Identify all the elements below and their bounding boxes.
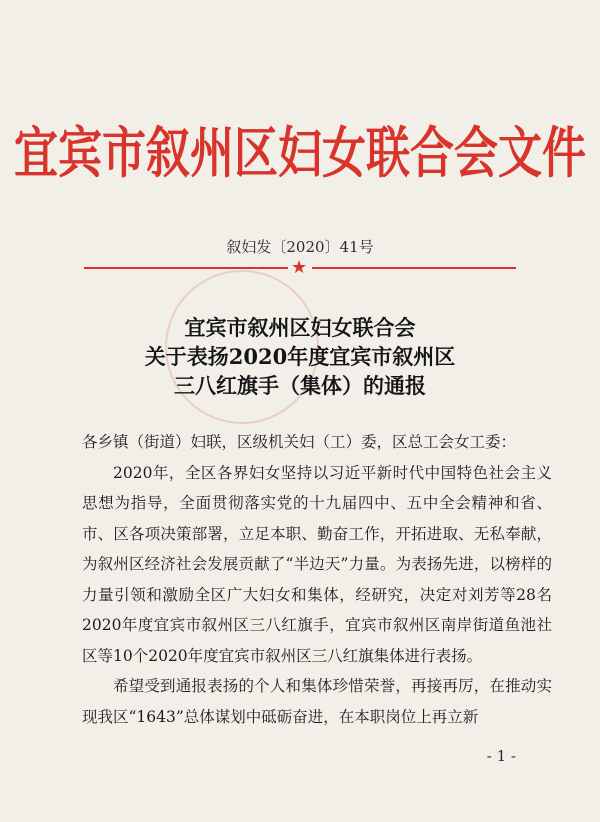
paragraph-1: 2020年，全区各界妇女坚持以习近平新时代中国特色社会主义思想为指导，全面贯彻落实党的十九届四中、五中全会精神和省、市、区各项决策部署，立足本职、勤奋工作，开拓进取、无私奉献，为叙州区经济社会发展贡献了“半边天”力量。为表扬先进，以榜样的力量引领和激励全区广大妇女和集体，经研究，决定对刘芳等28名2020年度宜宾市叙州区三八红旗手，宜宾市叙州区南岸街道鱼池社区等10个2020年度宜宾市叙州区三八红旗集体进行表扬。 — [82, 463, 552, 665]
divider-line-right — [312, 267, 516, 269]
document-header-title: 宜宾市叙州区妇女联合会文件 — [14, 121, 586, 186]
salutation: 各乡镇（街道）妇联，区级机关妇（工）委，区总工会女工委： — [82, 433, 517, 451]
notice-title-line-3: 三八红旗手（集体）的通报 — [174, 373, 426, 398]
document-number: 叙妇发〔2020〕41号 — [226, 238, 374, 256]
notice-title-line-1: 宜宾市叙州区妇女联合会 — [184, 315, 416, 340]
header-divider — [84, 257, 516, 278]
notice-body — [82, 427, 552, 732]
paragraph-2: 希望受到通报表扬的个人和集体珍惜荣誉，再接再厉，在推动实现我区“1643”总体谋划中砥砺奋进，在本职岗位上再立新 — [82, 677, 552, 726]
star-icon: ★ — [291, 257, 308, 278]
notice-title — [0, 313, 600, 400]
divider-line-left — [84, 267, 288, 269]
page-number: - 1 - — [486, 747, 516, 765]
notice-title-line-2: 关于表扬2020年度宜宾市叙州区 — [144, 344, 456, 369]
